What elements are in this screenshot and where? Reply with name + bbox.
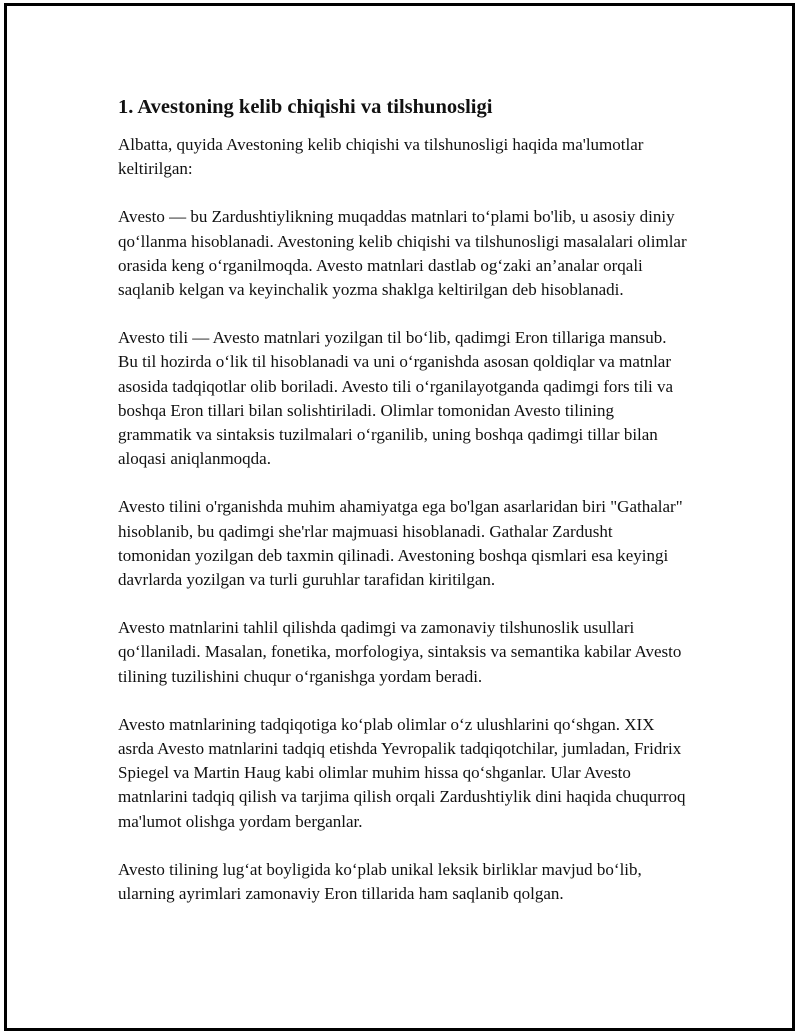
paragraph-vocabulary: Avesto tilining lug‘at boyligida ko‘plab unikal leksik birliklar mavjud bo‘lib, ularning ayrimlari zamonaviy Eron tillarida ham saqlanib qolgan. <box>118 859 642 904</box>
paragraph-researchers: Avesto matnlarining tadqiqotiga ko‘plab olimlar o‘z ulushlarini qo‘shgan. XIX asrda Avesto matnlarini tadqiq etishda Yevropalik tadqiqotchilar, jumladan, Fridrix Spiegel va Martin Haug kabi olimlar muhim hissa qo‘shganlar. Ular Avesto matnlarini tadqiq qilish va tarjima qilish orqali Zardushtiylik dini haqida chuqurroq ma'lumot olishga yordam berganlar. <box>118 714 686 831</box>
paragraph-intro: Albatta, quyida Avestoning kelib chiqishi va tilshunosligi haqida ma'lumotlar keltirilgan: <box>118 135 644 179</box>
section-heading: 1. Avestoning kelib chiqishi va tilshunosligi <box>118 96 493 118</box>
paragraph-linguistic-methods: Avesto matnlarini tahlil qilishda qadimgi va zamonaviy tilshunoslik usullari qo‘llaniladi. Masalan, fonetika, morfologiya, sintaksis va semantika kabilar Avesto tilining tuzilishini chuqur o‘rganishga yordam beradi. <box>118 618 682 686</box>
paragraph-avesto-language: Avesto tili — Avesto matnlari yozilgan til bo‘lib, qadimgi Eron tillariga mansub. Bu til hozirda o‘lik til hisoblanadi va uni o‘rganishda asosan qoldiqlar va matnlar asosida tadqiqotlar olib boriladi. Avesto tili o‘rganilayotganda qadimgi fors tili va boshqa Eron tillari bilan solishtiriladi. Olimlar tomonidan Avesto tilining grammatik va sintaksis tuzilmalari o‘rganilib, uning boshqa qadimgi tillar bilan aloqasi aniqlanmoqda. <box>118 328 674 469</box>
document-body <box>118 92 688 930</box>
paragraph-gathas: Avesto tilini o'rganishda muhim ahamiyatga ega bo'lgan asarlaridan biri "Gathalar" hisoblanib, bu qadimgi she'rlar majmuasi hisoblanadi. Gathalar Zardusht tomonidan yozilgan deb taxmin qilinadi. Avestoning boshqa qismlari esa keyingi davrlarda yozilgan va turli guruhlar tarafidan kiritilgan. <box>118 497 683 590</box>
paragraph-avesto-definition: Avesto — bu Zardushtiylikning muqaddas matnlari to‘plami bo'lib, u asosiy diniy qo‘llanma hisoblanadi. Avestoning kelib chiqishi va tilshunosligi masalalari olimlar orasida keng o‘rganilmoqda. Avesto matnlari dastlab og‘zaki an’analar orqali saqlanib kelgan va keyinchalik yozma shaklga keltirilgan deb hisoblanadi. <box>118 207 687 300</box>
